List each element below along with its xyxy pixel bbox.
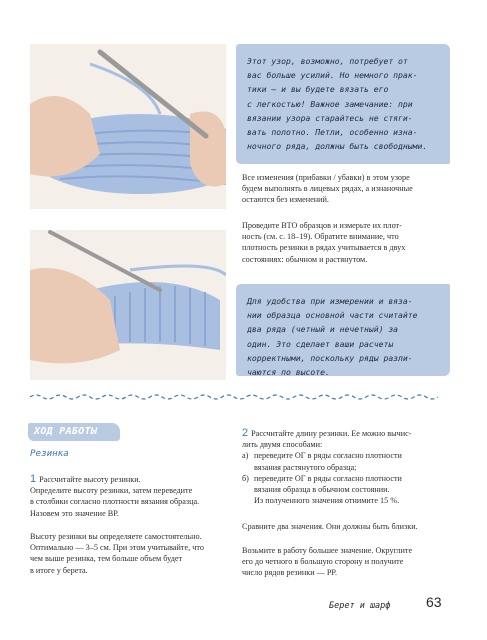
text-line: лить двумя способами: — [242, 440, 323, 450]
tip-line: вас больше усилий. Но немного прак- — [247, 70, 418, 81]
text-line: вязания растянутого образца; — [254, 462, 357, 472]
text-line: плотность резинки в рядах учитывается в двух — [242, 243, 406, 253]
step-1-note — [30, 531, 235, 576]
text-line: Высоту резинки вы определяете самостоятельно. — [30, 532, 202, 541]
text-line: ность (см. с. 18–19). Обратите внимание, что — [242, 232, 399, 242]
section-subtitle: Резинка — [30, 448, 69, 459]
text-line: Из полученного значения отнимите 15 %. — [254, 496, 400, 506]
tip-line: тики — и вы будете вязать его — [247, 84, 389, 95]
text-line: Сравните два значения. Они должны быть близки. — [242, 522, 418, 531]
text-line: в итоге у берета. — [30, 565, 88, 575]
list-item — [242, 473, 447, 507]
tip-line: с легкостью! Важное замечание: при — [247, 98, 413, 109]
text-line: переведите ОГ в ряды согласно плотности — [254, 451, 402, 461]
step-2 — [242, 428, 447, 506]
list-item — [242, 450, 447, 472]
page-number: 63 — [426, 594, 442, 610]
text-line: его до четного в большую сторону и получите — [242, 557, 404, 567]
list-marker: а) — [242, 451, 249, 461]
knitting-hands-illustration-top — [30, 44, 226, 209]
tip-note-bottom — [236, 284, 450, 376]
tip-line: Этот узор, возможно, потребует от — [247, 56, 408, 66]
list-marker: б) — [242, 473, 249, 483]
text-line: в столбики согласно плотности вязания образца. — [30, 497, 200, 507]
text-line: Оптимально — 3–5 см. При этом учитывайте, что — [30, 543, 204, 553]
tip-line: вязании узора старайтесь не стяги- — [247, 112, 413, 123]
text-line: Возьмите в работу большее значение. Округлите — [242, 546, 413, 555]
tip-line: один. Это сделает ваши расчеты — [247, 338, 394, 349]
round-paragraph — [242, 545, 447, 579]
compare-paragraph — [242, 521, 447, 532]
text-line: чем выше резинка, тем больше объем будет — [30, 554, 183, 564]
text-line: будем выполнять в лицевых рядах, а изнаночные — [242, 184, 413, 194]
gauge-paragraph — [242, 220, 447, 265]
tip-line: корректными, поскольку ряды разли- — [247, 352, 413, 363]
changes-paragraph — [242, 172, 447, 206]
tip-line: нии образца основной части считайте — [247, 310, 418, 321]
text-line: остаются без изменений. — [242, 195, 329, 205]
tip-line: ночного ряда, должны быть свободными. — [247, 141, 428, 152]
dashed-divider — [30, 393, 442, 401]
tip-line: Для удобства при измерении и вяза- — [247, 296, 413, 306]
step-1 — [30, 474, 235, 519]
text-line: вязания образца в обычном состоянии. — [254, 485, 390, 495]
text-line: Рассчитайте высоту резинки. — [39, 475, 141, 484]
tip-line: вать полотно. Петли, особенно изна- — [247, 127, 418, 138]
knitting-photo-bottom — [30, 230, 226, 380]
running-footer-title: Берет и шарф — [329, 601, 391, 611]
text-line: Рассчитайте длину резинки. Ее можно вычис- — [251, 429, 412, 438]
text-line: состояниях: обычном и растянутом. — [242, 254, 368, 264]
text-line: Определите высоту резинки, затем переведите — [30, 486, 193, 496]
tip-note-top — [236, 44, 450, 164]
text-line: Все изменения (прибавки / убавки) в этом узоре — [242, 173, 410, 182]
knitting-hands-illustration-bottom — [30, 230, 226, 380]
text-line: Проведите ВТО образцов и измерьте их плот- — [242, 221, 402, 230]
text-line: переведите ОГ в ряды согласно плотности — [254, 473, 402, 483]
step-number: 2 — [242, 427, 249, 439]
text-line: Назовем это значение ВР. — [30, 508, 119, 518]
section-header — [28, 421, 128, 443]
section-title: ХОД РАБОТЫ — [34, 426, 98, 437]
tip-line: чаются по высоте. — [247, 367, 330, 378]
knitting-photo-top — [30, 44, 226, 209]
text-line: число рядов резинки — РР. — [242, 568, 337, 578]
tip-line: два ряда (четный и нечетный) за — [247, 324, 399, 335]
step-number: 1 — [30, 473, 37, 485]
